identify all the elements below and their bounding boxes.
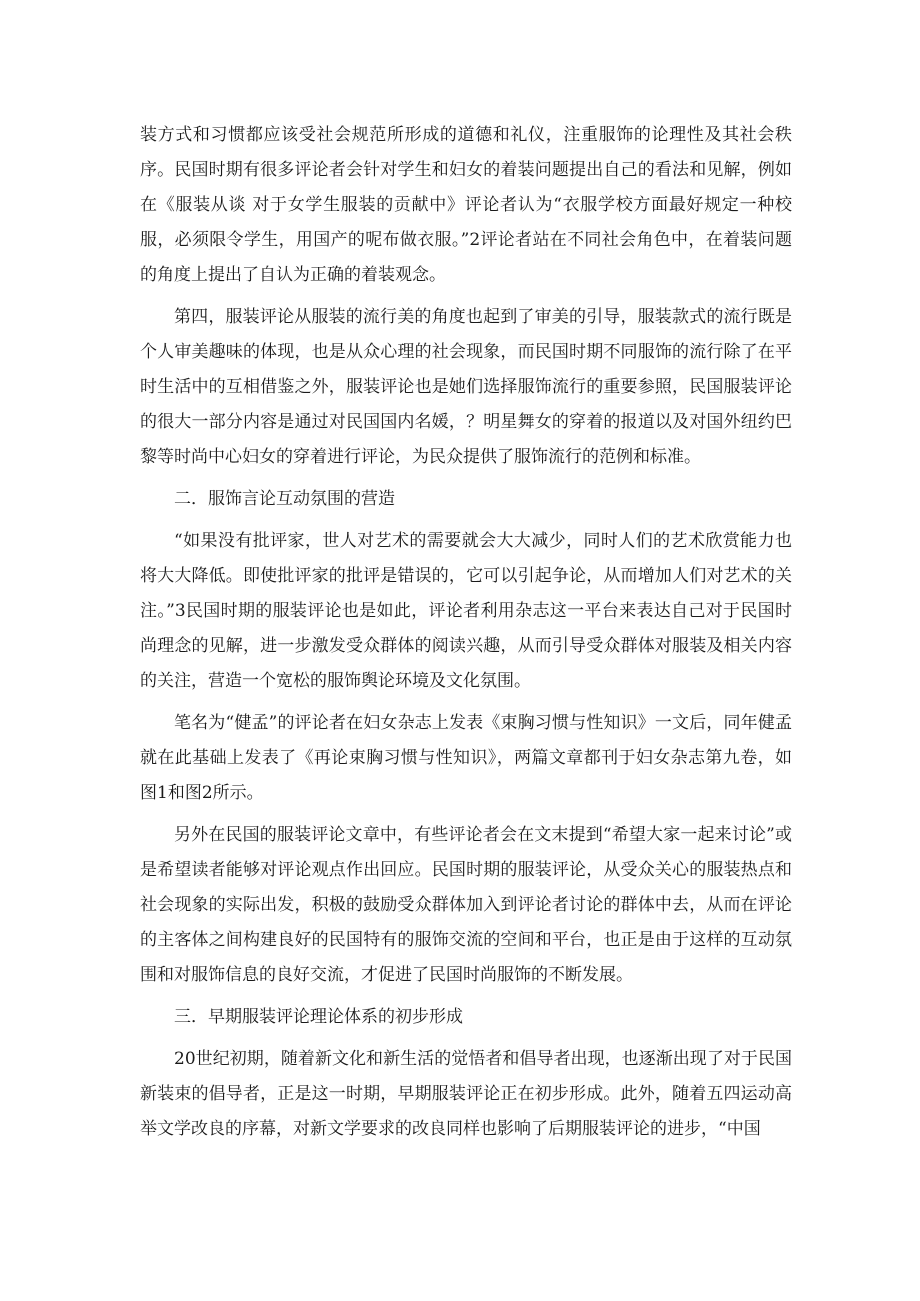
section-heading-2: 二．服饰言论互动氛围的营造 bbox=[174, 489, 395, 509]
paragraph-critic-quote: “如果没有批评家，世人对艺术的需要就会大大减少，同时人们的艺术欣赏能力也将大大降低。即使批评家的批评是错误的，它可以引起争论，从而增加人们对艺术的关注。”3民国时期的服装评论也是如此，评论者利用杂志这一平台来表达自己对于民国时尚理念的见解，进一步激发受众群体的阅读兴趣，从而引导受众群体对服装及相关内容的关注，营造一个宽松的服饰舆论环境及文化氛围。 bbox=[140, 531, 792, 691]
paragraph-early-theory: 20世纪初期，随着新文化和新生活的觉悟者和倡导者出现，也逐渐出现了对于民国新装束的倡导者，正是这一时期，早期服装评论正在初步形成。此外，随着五四运动高举文学改良的序幕，对新文学要求的改良同样也影响了后期服装评论的进步，“中国 bbox=[140, 1049, 792, 1139]
paragraph-continuation: 装方式和习惯都应该受社会规范所形成的道德和礼仪，注重服饰的论理性及其社会秩序。民国时期有很多评论者会针对学生和妇女的着装问题提出自己的看法和见解，例如在《服装从谈 对于女学生服装的贡献中》评论者认为“衣服学校方面最好规定一种校服，必须限令学生，用国产的呢布做衣服。”2评论者站在不同社会角色中，在着装问题的角度上提出了自认为正确的着装观念。 bbox=[140, 125, 792, 285]
paragraph-jianmeng: 笔名为“健孟”的评论者在妇女杂志上发表《束胸习惯与性知识》一文后，同年健孟就在此基础上发表了《再论束胸习惯与性知识》，两篇文章都刊于妇女杂志第九卷，如图1和图2所示。 bbox=[140, 713, 792, 803]
section-heading-3: 三．早期服装评论理论体系的初步形成 bbox=[174, 1007, 463, 1027]
paragraph-discussion: 另外在民国的服装评论文章中，有些评论者会在文末提到“希望大家一起来讨论”或是希望读者能够对评论观点作出回应。民国时期的服装评论，从受众关心的服装热点和社会现象的实际出发，积极的鼓励受众群体加入到评论者讨论的群体中去，从而在评论的主客体之间构建良好的民国特有的服饰交流的空间和平台，也正是由于这样的互动氛围和对服饰信息的良好交流，才促进了民国时尚服饰的不断发展。 bbox=[140, 825, 792, 985]
paragraph-fourth-point: 第四，服装评论从服装的流行美的角度也起到了审美的引导，服装款式的流行既是个人审美趣味的体现，也是从众心理的社会现象，而民国时期不同服饰的流行除了在平时生活中的互相借鉴之外，服装评论也是她们选择服饰流行的重要参照，民国服装评论的很大一部分内容是通过对民国国内名媛，？明星舞女的穿着的报道以及对国外纽约巴黎等时尚中心妇女的穿着进行评论，为民众提供了服饰流行的范例和标准。 bbox=[140, 307, 792, 467]
body-text bbox=[140, 118, 792, 1154]
